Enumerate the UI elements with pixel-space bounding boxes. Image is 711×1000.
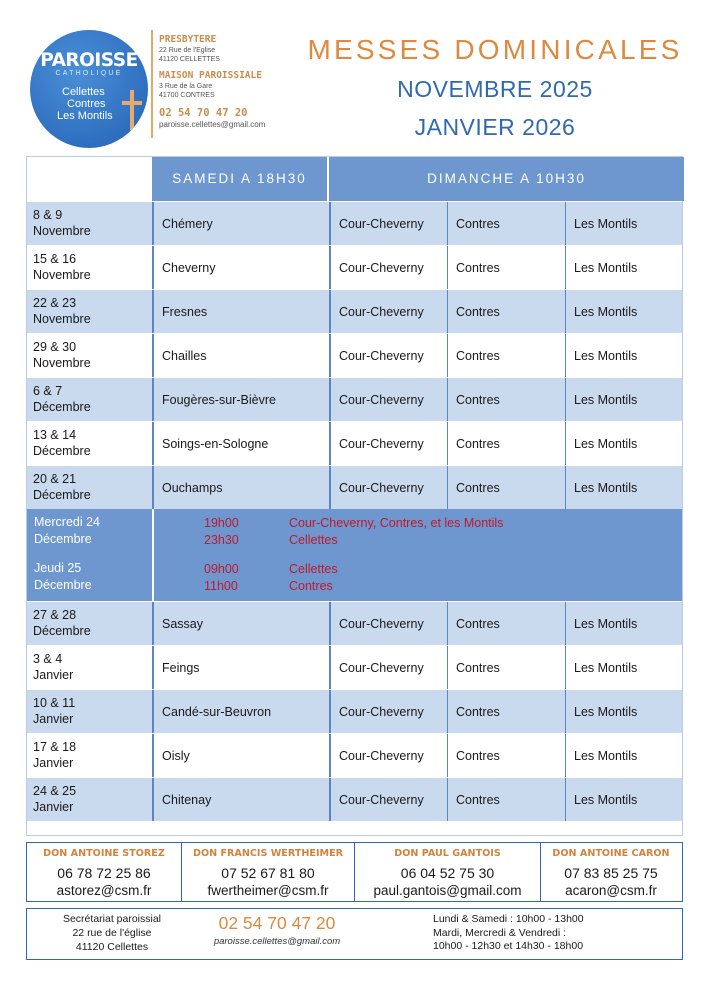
priest-card <box>541 843 681 901</box>
table-row <box>27 465 682 509</box>
sunday-location-1: Cour-Cheverny <box>329 734 447 777</box>
date-days: 24 & 25 <box>33 784 77 798</box>
date-days: 6 & 7 <box>33 384 63 398</box>
date-days: 27 & 28 <box>33 608 77 622</box>
sunday-location-1: Cour-Cheverny <box>329 246 447 289</box>
sunday-location-3: Les Montils <box>565 422 682 465</box>
sunday-location-3: Les Montils <box>565 378 682 421</box>
logo-town: Les Montils <box>57 110 113 122</box>
date-month: Décembre <box>33 444 91 458</box>
special-time: 09h00 <box>204 562 239 576</box>
saturday-location: Feings <box>152 646 329 689</box>
special-place: Cellettes <box>289 562 338 576</box>
page-title: MESSES DOMINICALES <box>307 34 683 65</box>
table-row <box>27 733 682 777</box>
priest-card <box>27 843 182 901</box>
date-cell <box>27 690 152 733</box>
sunday-location-2: Contres <box>447 246 565 289</box>
special-places <box>289 515 503 549</box>
priest-card <box>182 843 355 901</box>
date-month: Janvier <box>33 712 74 726</box>
sunday-location-2: Contres <box>447 378 565 421</box>
special-time: 11h00 <box>204 579 238 593</box>
priest-name: DON ANTOINE CARON <box>552 848 670 859</box>
table-row <box>27 333 682 377</box>
hours-line: Lundi & Samedi : 10h00 - 13h00 <box>433 913 584 925</box>
date-month: Décembre <box>33 624 91 638</box>
special-times <box>204 515 239 549</box>
secretariat-line: 41120 Cellettes <box>75 941 149 953</box>
period-start: NOVEMBRE 2025 <box>397 76 593 102</box>
table-row <box>27 601 682 645</box>
footer-phone: 02 54 70 47 20 <box>218 913 336 933</box>
table-row <box>27 689 682 733</box>
sunday-column-header: DIMANCHE A 10H30 <box>427 171 586 186</box>
priest-email[interactable]: fwertheimer@csm.fr <box>207 883 329 898</box>
special-time: 23h30 <box>204 533 239 547</box>
table-header <box>152 157 684 201</box>
date-month: Novembre <box>33 356 91 370</box>
sunday-location-1: Cour-Cheverny <box>329 378 447 421</box>
sunday-location-1: Cour-Cheverny <box>329 690 447 733</box>
sunday-location-2: Contres <box>447 602 565 645</box>
contact-email[interactable]: paroisse.cellettes@gmail.com <box>159 120 266 129</box>
saturday-location: Chémery <box>152 202 329 245</box>
date-cell <box>27 378 152 421</box>
special-date <box>34 514 100 548</box>
special-time: 19h00 <box>204 516 239 530</box>
logo-town: Cellettes <box>62 86 105 98</box>
date-month: Décembre <box>33 400 91 414</box>
table-row <box>27 245 682 289</box>
date-cell <box>27 422 152 465</box>
saturday-column-header: SAMEDI A 18H30 <box>152 157 329 201</box>
maison-title: MAISON PAROISSIALE <box>159 70 262 81</box>
date-days: 8 & 9 <box>33 208 63 222</box>
maison-address: 3 Rue de la Gare <box>159 83 213 90</box>
priest-name: DON ANTOINE STOREZ <box>43 848 165 859</box>
saturday-location: Cheverny <box>152 246 329 289</box>
sunday-location-3: Les Montils <box>565 334 682 377</box>
date-month: Novembre <box>33 268 91 282</box>
date-cell <box>27 778 152 821</box>
date-cell <box>27 290 152 333</box>
cross-icon <box>122 90 142 130</box>
office-hours <box>433 913 673 954</box>
date-month: Novembre <box>33 312 91 326</box>
sunday-location-3: Les Montils <box>565 466 682 509</box>
date-days: 20 & 21 <box>33 472 77 486</box>
maison-city: 41700 CONTRES <box>159 92 215 99</box>
saturday-location: Chitenay <box>152 778 329 821</box>
special-month: Décembre <box>34 578 92 592</box>
contact-divider <box>151 30 153 138</box>
saturday-location: Fougères-sur-Bièvre <box>152 378 329 421</box>
sunday-location-3: Les Montils <box>565 602 682 645</box>
presbytere-city: 41120 CELLETTES <box>159 56 220 63</box>
sunday-location-1: Cour-Cheverny <box>329 646 447 689</box>
saturday-location: Ouchamps <box>152 466 329 509</box>
sunday-location-3: Les Montils <box>565 690 682 733</box>
logo-town: Contres <box>67 98 106 110</box>
mass-schedule-table <box>26 156 683 836</box>
sunday-location-2: Contres <box>447 466 565 509</box>
special-month: Décembre <box>34 532 92 546</box>
table-row <box>27 289 682 333</box>
date-days: 22 & 23 <box>33 296 77 310</box>
date-cell <box>27 466 152 509</box>
priest-card <box>355 843 541 901</box>
date-month: Janvier <box>33 668 74 682</box>
sunday-location-3: Les Montils <box>565 734 682 777</box>
footer <box>26 908 683 960</box>
date-days: 10 & 11 <box>33 696 76 710</box>
logo-towns <box>57 86 113 122</box>
sunday-location-3: Les Montils <box>565 646 682 689</box>
sunday-location-3: Les Montils <box>565 778 682 821</box>
presbytere-address: 22 Rue de l'Eglise <box>159 47 216 54</box>
priest-phone: 07 83 85 25 75 <box>564 865 658 881</box>
sunday-location-1: Cour-Cheverny <box>329 334 447 377</box>
date-cell <box>27 602 152 645</box>
saturday-location: Candé-sur-Beuvron <box>152 690 329 733</box>
secretariat-line: 22 rue de l'église <box>72 927 152 939</box>
special-mass-row <box>27 555 682 601</box>
date-month: Janvier <box>33 756 74 770</box>
sunday-location-3: Les Montils <box>565 290 682 333</box>
presbytere-title: PRESBYTERE <box>159 34 217 45</box>
date-days: 29 & 30 <box>33 340 77 354</box>
special-place: Cellettes <box>289 533 338 547</box>
date-cell <box>27 334 152 377</box>
table-row <box>27 645 682 689</box>
sunday-location-1: Cour-Cheverny <box>329 422 447 465</box>
sunday-location-2: Contres <box>447 646 565 689</box>
date-cell <box>27 202 152 245</box>
priest-name: DON FRANCIS WERTHEIMER <box>192 848 344 859</box>
saturday-location: Chailles <box>152 334 329 377</box>
special-day: Jeudi 25 <box>34 561 82 575</box>
priests-contacts <box>26 842 683 902</box>
priest-name: DON PAUL GANTOIS <box>394 848 501 859</box>
logo-subword: CATHOLIQUE <box>55 70 123 77</box>
sunday-location-1: Cour-Cheverny <box>329 466 447 509</box>
special-mass-row <box>27 509 682 555</box>
sunday-location-1: Cour-Cheverny <box>329 602 447 645</box>
priest-phone: 07 52 67 81 80 <box>221 865 315 881</box>
special-day: Mercredi 24 <box>34 515 100 529</box>
date-month: Janvier <box>33 800 74 814</box>
secretariat-line: Secrétariat paroissial <box>62 913 162 925</box>
saturday-location: Sassay <box>152 602 329 645</box>
priest-email[interactable]: astorez@csm.fr <box>56 883 152 898</box>
parish-logo <box>30 30 148 148</box>
saturday-location: Soings-en-Sologne <box>152 422 329 465</box>
priest-email[interactable]: paul.gantois@gmail.com <box>373 883 522 898</box>
table-row <box>27 777 682 821</box>
priest-phone: 06 04 52 75 30 <box>400 865 495 881</box>
hours-line: 10h00 - 12h30 et 14h30 - 18h00 <box>433 940 584 952</box>
period-end: JANVIER 2026 <box>414 114 576 140</box>
date-cell <box>27 646 152 689</box>
date-days: 13 & 14 <box>33 428 77 442</box>
sunday-location-2: Contres <box>447 690 565 733</box>
sunday-location-2: Contres <box>447 334 565 377</box>
sunday-location-2: Contres <box>447 778 565 821</box>
date-days: 15 & 16 <box>33 252 77 266</box>
table-row <box>27 377 682 421</box>
date-days: 17 & 18 <box>33 740 77 754</box>
special-date <box>34 560 92 594</box>
date-cell <box>27 246 152 289</box>
sunday-location-3: Les Montils <box>565 202 682 245</box>
special-times <box>204 561 239 595</box>
sunday-location-2: Contres <box>447 202 565 245</box>
sunday-location-1: Cour-Cheverny <box>329 290 447 333</box>
table-row <box>27 201 682 245</box>
date-month: Novembre <box>33 224 91 238</box>
special-place: Cour-Cheverny, Contres, et les Montils <box>289 516 504 530</box>
saturday-location: Oisly <box>152 734 329 777</box>
hours-line: Mardi, Mercredi & Vendredi : <box>433 926 567 939</box>
priest-phone: 06 78 72 25 86 <box>57 865 151 881</box>
table-row <box>27 421 682 465</box>
special-places <box>289 561 338 595</box>
sunday-location-2: Contres <box>447 422 565 465</box>
date-days: 3 & 4 <box>33 652 63 666</box>
logo-word: PAROISSE <box>40 50 138 71</box>
sunday-location-3: Les Montils <box>565 246 682 289</box>
date-month: Décembre <box>33 488 91 502</box>
priest-email[interactable]: acaron@csm.fr <box>565 883 657 898</box>
sunday-location-2: Contres <box>447 290 565 333</box>
contact-phone: 02 54 70 47 20 <box>159 107 248 119</box>
date-cell <box>27 734 152 777</box>
sunday-location-1: Cour-Cheverny <box>329 202 447 245</box>
secretariat-address <box>37 912 187 954</box>
contact-block <box>159 34 299 130</box>
sunday-location-2: Contres <box>447 734 565 777</box>
saturday-location: Fresnes <box>152 290 329 333</box>
sunday-location-1: Cour-Cheverny <box>329 778 447 821</box>
footer-email[interactable]: paroisse.cellettes@gmail.com <box>213 936 341 947</box>
special-place: Contres <box>289 579 333 593</box>
